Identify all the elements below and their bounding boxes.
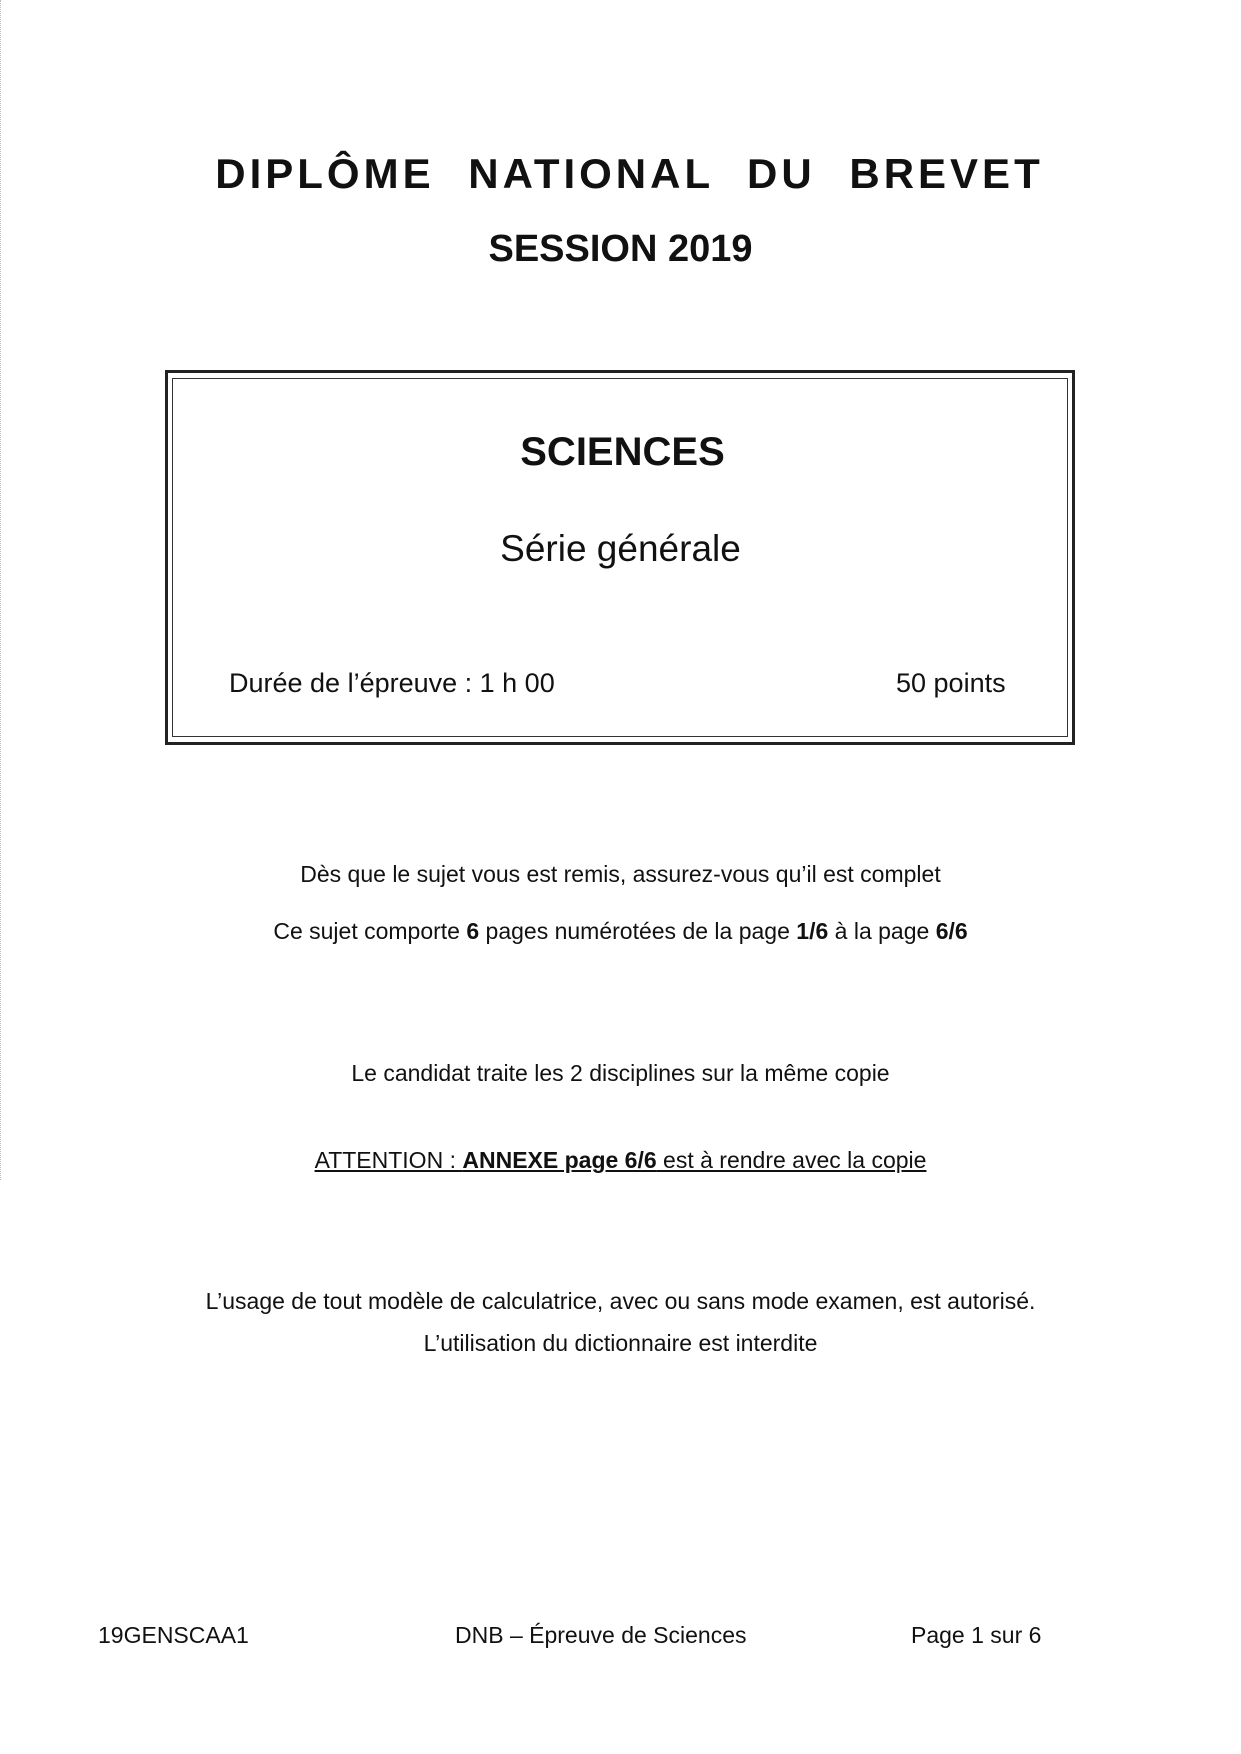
instruction-attention-annex (0, 1147, 1241, 1174)
annex-reference: ANNEXE page 6/6 (462, 1147, 657, 1173)
page-count-number: 6 (466, 918, 480, 944)
attention-text: est à rendre avec la copie (656, 1147, 927, 1173)
instruction-dictionary: L’utilisation du dictionnaire est interdite (423, 1330, 818, 1356)
footer-title: DNB – Épreuve de Sciences (455, 1622, 747, 1648)
exam-points: 50 points (896, 668, 1006, 698)
page-count-last: 6/6 (935, 918, 968, 944)
attention-label: ATTENTION : (314, 1147, 463, 1173)
serie-label: Série générale (500, 528, 741, 569)
subject-title: SCIENCES (520, 430, 725, 474)
page-count-text-2: pages numérotées de la page (479, 918, 797, 944)
page-count-text-1: Ce sujet comporte (273, 918, 467, 944)
footer-page-number: Page 1 sur 6 (911, 1622, 1042, 1648)
session-year: SESSION 2019 (488, 228, 753, 270)
page-count-text-3: à la page (828, 918, 936, 944)
instruction-same-copy: Le candidat traite les 2 disciplines sur la même copie (351, 1060, 890, 1086)
instruction-calculator: L’usage de tout modèle de calculatrice, avec ou sans mode examen, est autorisé. (205, 1288, 1036, 1314)
footer-code: 19GENSCAA1 (98, 1622, 249, 1648)
exam-title: DIPLÔME NATIONAL DU BREVET (215, 150, 1044, 197)
exam-duration: Durée de l’épreuve : 1 h 00 (229, 668, 555, 698)
instruction-page-count (0, 918, 1241, 945)
instruction-check-complete: Dès que le sujet vous est remis, assurez-vous qu’il est complet (300, 861, 941, 887)
page-count-first: 1/6 (796, 918, 829, 944)
